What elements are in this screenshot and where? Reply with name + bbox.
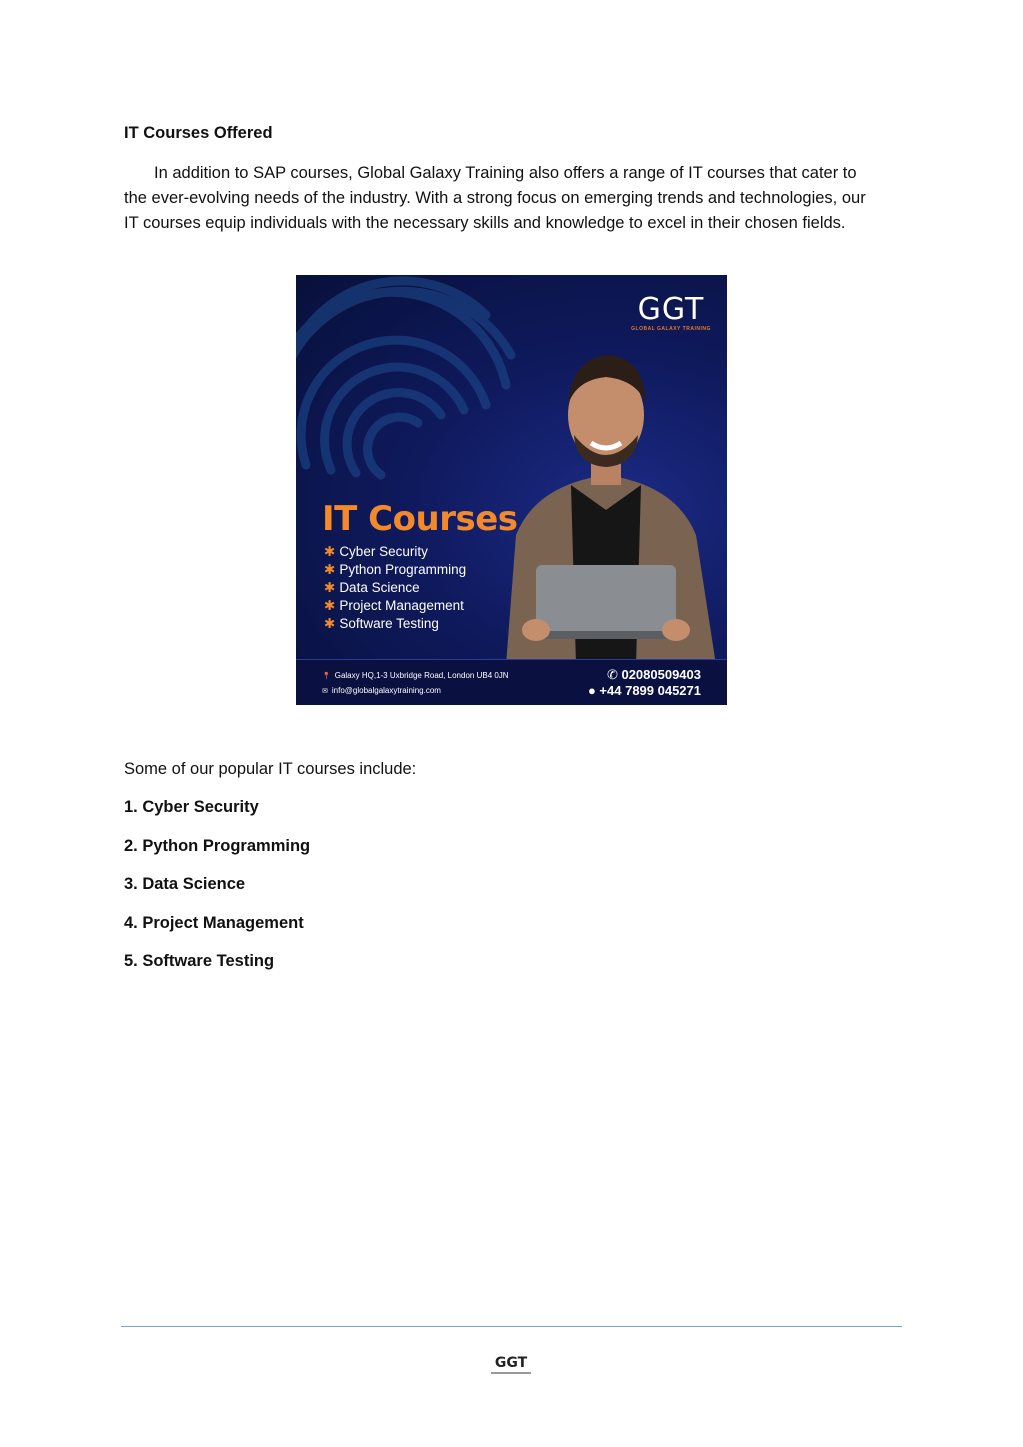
asterisk-icon: ✱ xyxy=(324,616,336,631)
poster-whatsapp: ● +44 7899 045271 xyxy=(587,683,701,698)
poster-item: ✱ Python Programming xyxy=(324,562,467,577)
phone-icon: ✆ xyxy=(606,667,622,682)
location-pin-icon: 📍 xyxy=(322,673,331,680)
course-item: 5. Software Testing xyxy=(124,952,275,970)
footer-logo: GGT xyxy=(494,1355,528,1371)
it-courses-poster xyxy=(296,275,727,705)
poster-course-list xyxy=(324,543,466,633)
footer-divider xyxy=(121,1326,902,1327)
asterisk-icon: ✱ xyxy=(324,544,336,559)
poster-title: IT Courses xyxy=(322,499,518,539)
poster-item: ✱ Cyber Security xyxy=(324,544,428,559)
course-item: 4. Project Management xyxy=(124,914,304,932)
poster-item: ✱ Project Management xyxy=(324,598,464,613)
course-item: 2. Python Programming xyxy=(124,837,311,855)
ggt-logo: GGT GLOBAL GALAXY TRAINING xyxy=(631,292,711,332)
whatsapp-icon: ● xyxy=(587,683,600,698)
asterisk-icon: ✱ xyxy=(324,580,336,595)
asterisk-icon: ✱ xyxy=(324,598,336,613)
footer-logo-tagline xyxy=(491,1372,531,1374)
poster-contact-band xyxy=(296,659,727,705)
poster-address: 📍 Galaxy HQ,1-3 Uxbridge Road, London UB4 0JN xyxy=(322,671,509,680)
poster-email: ✉ info@globalgalaxytraining.com xyxy=(322,686,441,695)
section-heading: IT Courses Offered xyxy=(124,124,273,142)
intro-paragraph: In addition to SAP courses, Global Galaxy Training also offers a range of IT courses that cater to the ever-evolving needs of the industry. With a strong focus on emerging trends and technologies, our IT courses equip individuals with the necessary skills and knowledge to excel in their chosen fields. xyxy=(124,164,866,232)
envelope-icon: ✉ xyxy=(322,688,328,695)
poster-item: ✱ Software Testing xyxy=(324,616,439,631)
asterisk-icon: ✱ xyxy=(324,562,336,577)
poster-item: ✱ Data Science xyxy=(324,580,420,595)
poster-phone: ✆ 02080509403 xyxy=(606,667,701,682)
course-item: 3. Data Science xyxy=(124,875,246,893)
courses-intro: Some of our popular IT courses include: xyxy=(124,760,417,778)
course-item: 1. Cyber Security xyxy=(124,798,259,816)
